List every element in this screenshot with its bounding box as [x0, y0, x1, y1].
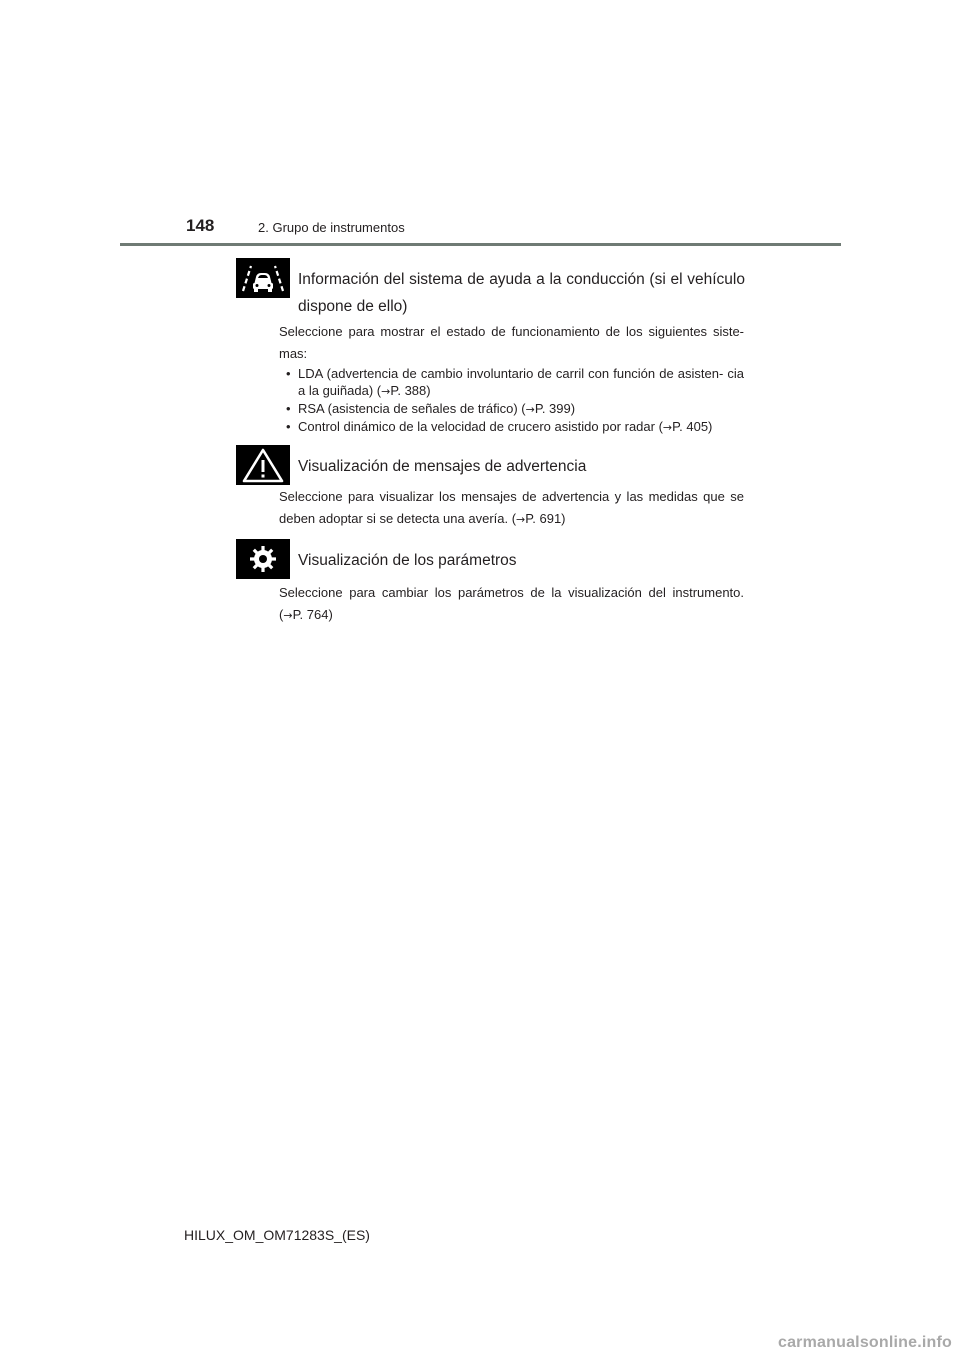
section-body-settings [279, 582, 744, 627]
body-line: mas: [279, 346, 308, 361]
arrow-icon: → [283, 609, 293, 622]
list-item-text: RSA (asistencia de señales de tráfico) ( [298, 401, 526, 416]
section-heading-settings: Visualización de los parámetros [298, 552, 517, 569]
chapter-title: 2. Grupo de instrumentos [258, 220, 405, 235]
header-divider [120, 243, 841, 246]
list-item [279, 418, 744, 436]
gear-settings-icon [236, 539, 290, 579]
section-body-warnings [279, 486, 744, 531]
arrow-icon: → [516, 513, 526, 526]
list-item [279, 400, 744, 418]
systems-list [279, 365, 744, 436]
arrow-icon: → [525, 403, 535, 416]
section-heading-warnings: Visualización de mensajes de advertencia [298, 458, 587, 475]
arrow-icon: → [381, 385, 391, 398]
list-item-text: LDA (advertencia de cambio involuntario de carril con función de asisten- cia a la guiñada) ( [298, 366, 744, 398]
bullet-symbol: • [286, 401, 291, 416]
watermark: carmanualsonline.info [777, 1334, 952, 1351]
page-reference-link[interactable]: P. 399) [534, 401, 576, 416]
warning-triangle-icon [236, 445, 290, 485]
page-reference-link[interactable]: P. 764) [292, 607, 333, 622]
list-item [279, 365, 744, 400]
bullet-symbol: • [286, 366, 291, 381]
page-number: 148 [186, 216, 215, 235]
document-code-footer: HILUX_OM_OM71283S_(ES) [184, 1227, 370, 1243]
body-line: Seleccione para mostrar el estado de funcionamiento de los siguientes siste- [279, 324, 744, 339]
section-body-driving-assist [279, 321, 744, 365]
list-item-text: Control dinámico de la velocidad de crucero asistido por radar ( [298, 419, 663, 434]
page-reference-link[interactable]: P. 405) [672, 419, 713, 434]
body-text: Seleccione para visualizar los mensajes de advertencia y las medidas que se deben adoptar si se detecta una avería. ( [279, 489, 744, 526]
arrow-icon: → [662, 421, 673, 434]
bullet-symbol: • [286, 419, 291, 434]
page-reference-link[interactable]: P. 388) [390, 383, 431, 398]
section-heading-driving-assist: Información del sistema de ayuda a la conducción (si el vehículo dispone de ello) [298, 271, 745, 315]
page-reference-link[interactable]: P. 691) [525, 511, 566, 526]
body-text: Seleccione para cambiar los parámetros de la visualización del instrumento. ( [279, 585, 744, 622]
driving-assist-icon [236, 258, 290, 298]
